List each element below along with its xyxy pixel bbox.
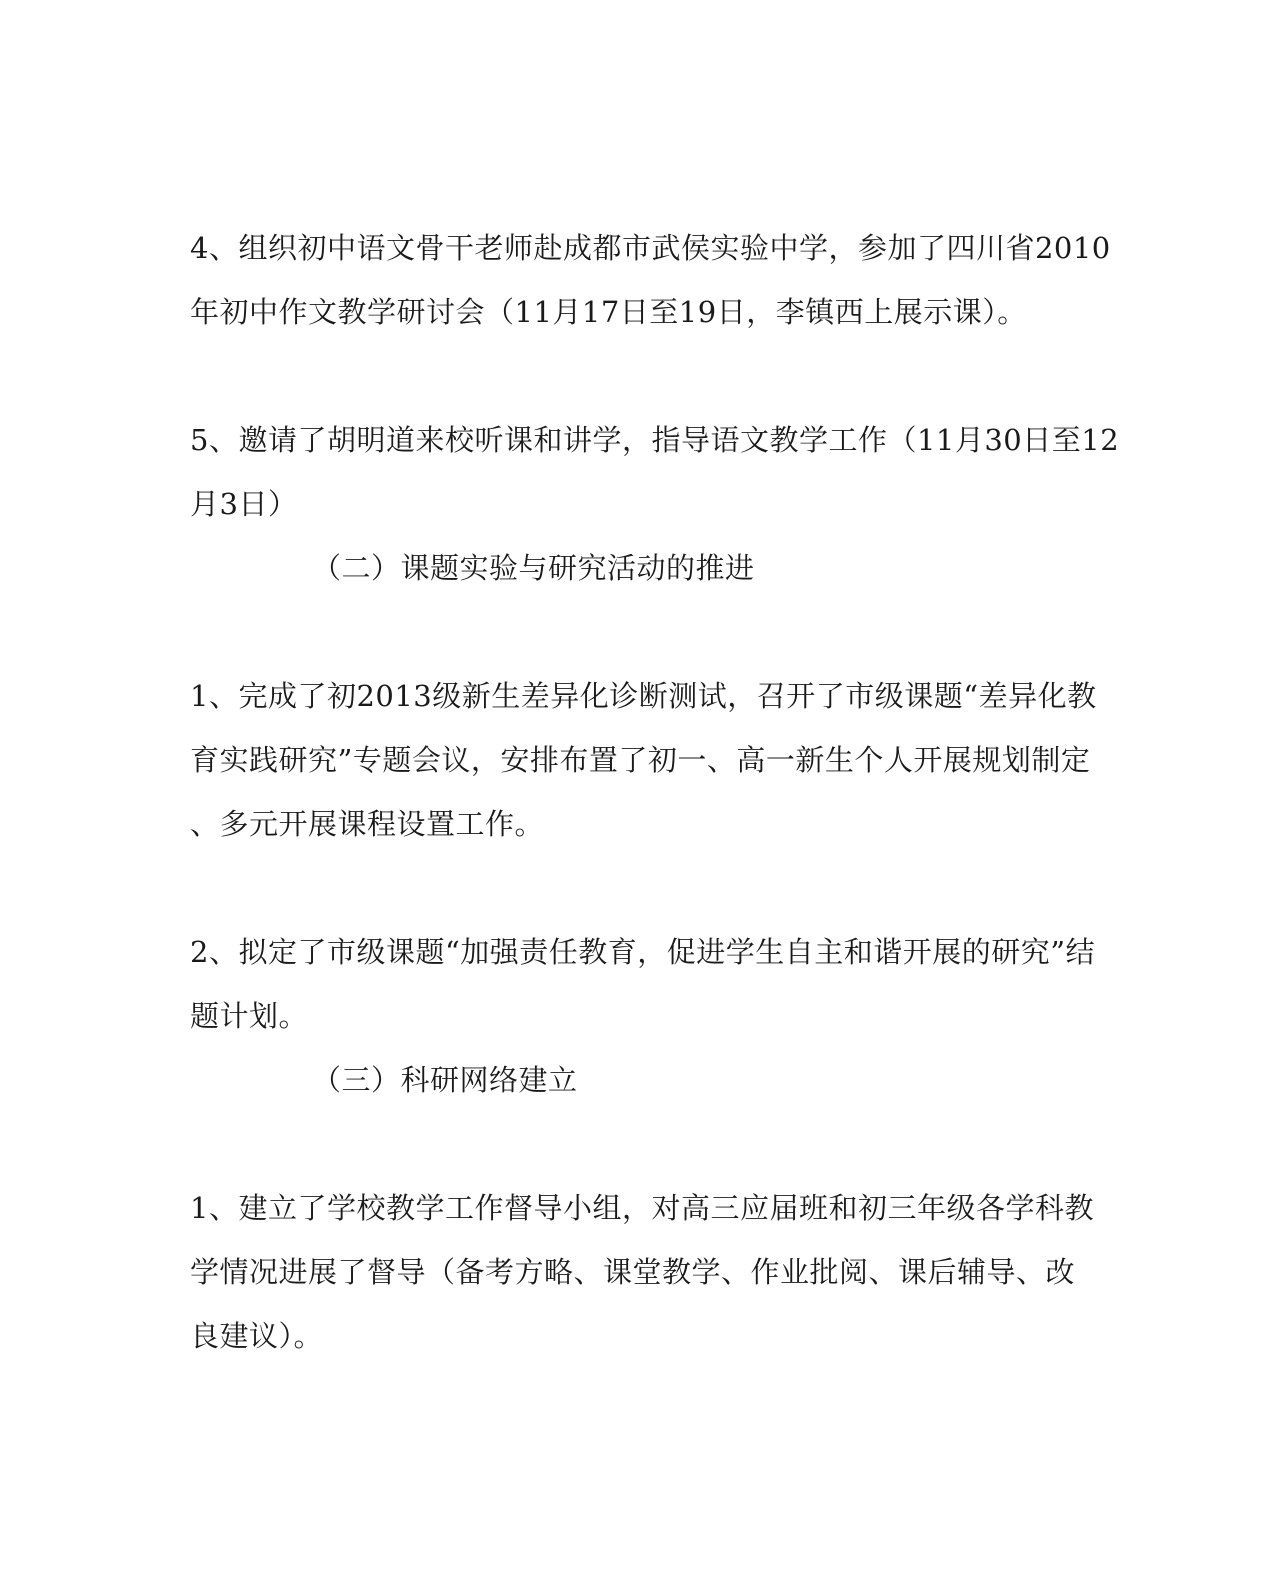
item-1-line-2: 育实践研究”专题会议，安排布置了初一、高一新生个人开展规划制定: [190, 743, 1091, 777]
network-item-1-line-1: 1、建立了学校教学工作督导小组，对高三应届班和初三年级各学科教: [190, 1191, 1094, 1225]
section-heading-2: （二）课题实验与研究活动的推进: [312, 551, 755, 585]
section-heading-3: （三）科研网络建立: [312, 1063, 578, 1097]
paragraph-4-line-1: 4、组织初中语文骨干老师赴成都市武侯实验中学，参加了四川省2010: [190, 231, 1111, 265]
item-1-line-1: 1、完成了初2013级新生差异化诊断测试，召开了市级课题“差异化教: [190, 679, 1097, 713]
paragraph-5-line-1: 5、邀请了胡明道来校听课和讲学，指导语文教学工作（11月30日至12: [190, 423, 1120, 457]
paragraph-5-line-2: 月3日）: [190, 487, 298, 521]
item-2-line-2: 题计划。: [190, 999, 309, 1033]
item-1-line-3: 、多元开展课程设置工作。: [190, 807, 545, 841]
item-2-line-1: 2、拟定了市级课题“加强责任教育，促进学生自主和谐开展的研究”结: [190, 935, 1096, 969]
network-item-1-line-2: 学情况进展了督导（备考方略、课堂教学、作业批阅、课后辅导、改: [190, 1255, 1076, 1289]
network-item-1-line-3: 良建议）。: [190, 1319, 324, 1353]
paragraph-4-line-2: 年初中作文教学研讨会（11月17日至19日，李镇西上展示课）。: [190, 295, 1027, 329]
